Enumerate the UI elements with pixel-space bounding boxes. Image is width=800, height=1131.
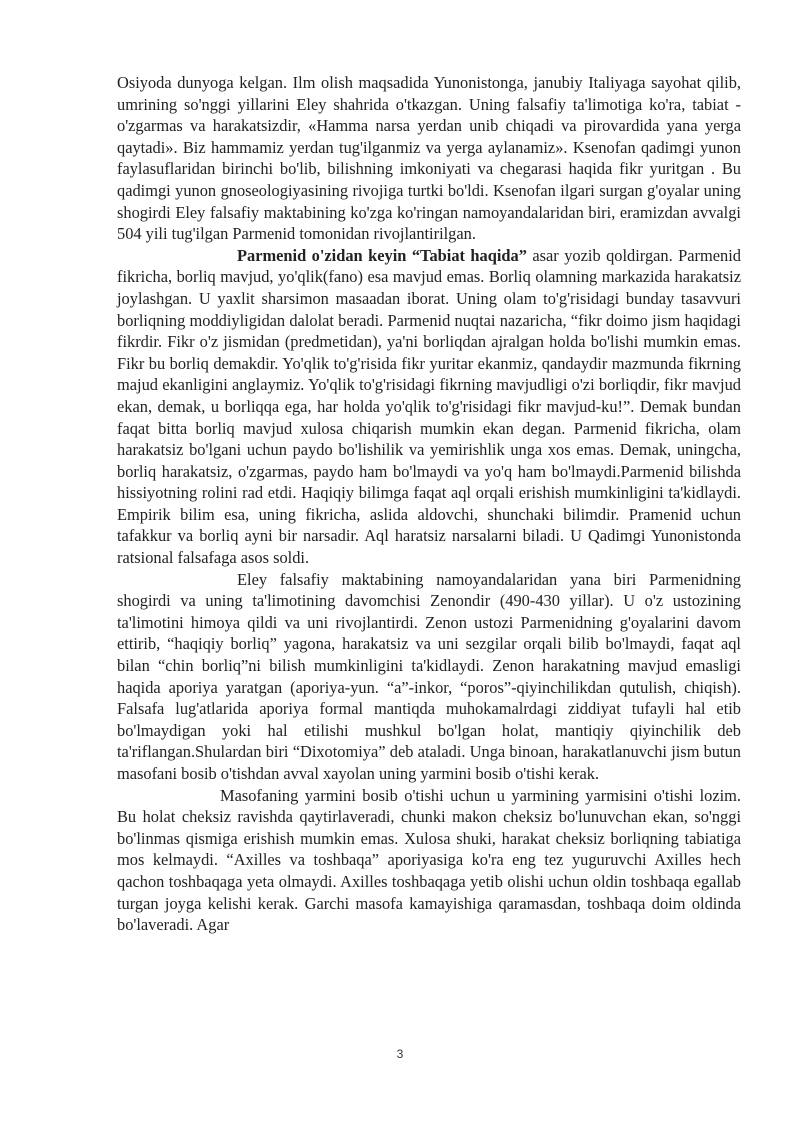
page-number: 3 xyxy=(396,1047,404,1061)
paragraph-1-text: Osiyoda dunyoga kelgan. Ilm olish maqsadida Yunonistonga, janubiy Italiyaga sayohat qilib, umrining so'nggi yillarini Eley shahrida o'tkazgan. Uning falsafiy ta'limotiga ko'ra, tabiat - o'zgarmas va harakatsizdir, «Hamma narsa yerdan unib chiqadi va pirovardida yana yerga qaytadi». Biz hammamiz yerdan tug'ilganmiz va yerga aylanamiz». Ksenofan qadimgi yunon faylasuflaridan birinchi bo'lib, bilishning imkoniyati va chegarasi haqida fikr yuritgan . Bu qadimgi yunon gnoseologiyasining rivojiga turtki bo'ldi. Ksenofan ilgari surgan g'oyalar uning shogirdi Eley falsafiy maktabining ko'zga ko'ringan namoyandalaridan biri, eramizdan avvalgi 504 yili tug'ilgan Parmenid tomonidan rivojlantirilgan. xyxy=(117,73,741,244)
paragraph-2-text: asar yozib qoldirgan. Parmenid fikricha, borliq mavjud, yo'qlik(fano) esa mavjud emas. Borliq olamning markazida harakatsiz joylashgan. U yaxlit sharsimon masaadan iborat. Uning olam to'g'risidagi bunday tasavvuri borliqning moddiyligidan dalolat beradi. Parmenid nuqtai nazaricha, “fikr doimo jism haqidagi fikrdir. Fikr o'z jismidan (predmetidan), ya'ni borliqdan ajralgan holda bo'lishi mumkin emas. Fikr bu borliq demakdir. Yo'qlik to'g'risida fikr yuritar ekanmiz, qandaydir mazmunda fikrning majud ekanligini anglaymiz. Yo'qlik to'g'risidagi fikrning mavjudligi o'zi borliqdir, fikr mavjud ekan, demak, u borliqqa ega, har holda yo'qlik to'g'risidagi fikr mavjud-ku!”. Demak bundan faqat bitta borliq mavjud xulosa chiqarish mumkin ekan degan. Parmenid fikricha, olam harakatsiz bo'lgani uchun paydo bo'lishilik va yemirishlik unga xos emas. Demak, uningcha, borliq harakatsiz, o'zgarmas, paydo ham bo'lmaydi va yo'q ham bo'lmaydi.Parmenid bilishda hissiyotning rolini rad etdi. Haqiqiy bilimga faqat aql orqali erishish mumkinligini ta'kidlaydi. Empirik bilim esa, uning fikricha, aslida aldovchi, shunchaki bilimdir. Pramenid uchun tafakkur va borliq ayni bir narsadir. Aql haratsiz narsalarni biladi. U Qadimgi Yunonistonda ratsional falsafaga asos soldi. xyxy=(117,245,741,568)
paragraph-4 xyxy=(117,785,741,936)
paragraph-3 xyxy=(117,569,741,785)
paragraph-2 xyxy=(117,245,741,569)
paragraph-4-text: Masofaning yarmini bosib o'tishi uchun u yarmining yarmisini o'tishi lozim. Bu holat cheksiz ravishda qaytirlaveradi, chunki makon cheksiz bo'lunuvchan ekan, so'nggi bo'linmas qismiga erishish mumkin emas. Xulosa shuki, harakat cheksiz borliqning tabiatiga mos kelmaydi. “Axilles va toshbaqa” aporiyasiga ko'ra eng tez yuguruvchi Axilles hech qachon toshbaqaga yeta olmaydi. Axilles toshbaqaga yetib olishi uchun oldin toshbaqa egallab turgan joyga kelishi kerak. Garchi masofa kamayishiga qaramasdan, toshbaqa doim oldinda bo'laveradi. Agar xyxy=(117,785,741,935)
paragraph-3-text: Eley falsafiy maktabining namoyandalaridan yana biri Parmenidning shogirdi va uning ta'limotining davomchisi Zenondir (490-430 yillar). U o'z ustozining ta'limotini himoya qildi va uni rivojlantirdi. Zenon ustozi Parmenidning g'oyalarini davom ettirib, “haqiqiy borliq” yagona, harakatsiz va uni sezgilar orqali bilib bo'lmaydi, faqat aql bilan “chin borliq”ni bilish mumkinligini ta'kidlaydi. Zenon harakatning mavjud emasligi haqida aporiya yaratgan (aporiya-yun. “a”-inkor, “poros”-qiyinchilikdan qutulish, chiqish). Falsafa lug'atlarida aporiya formal mantiqda muhokamalrdagi ziddiyat tufayli hal etib bo'lmaydigan yoki hal etilishi mushkul bo'lgan holat, mantiqiy qiyinchilik deb ta'riflangan.Shulardan biri “Dixotomiya” deb ataladi. Unga binoan, harakatlanuvchi jism butun masofani bosib o'tishdan avval xayolan uning yarmini bosib o'tishi kerak. xyxy=(117,569,741,783)
paragraph-2-lead: Parmenid o'zidan keyin “Tabiat haqida” xyxy=(237,245,527,265)
body-text xyxy=(117,72,741,936)
paragraph-1 xyxy=(117,72,741,245)
